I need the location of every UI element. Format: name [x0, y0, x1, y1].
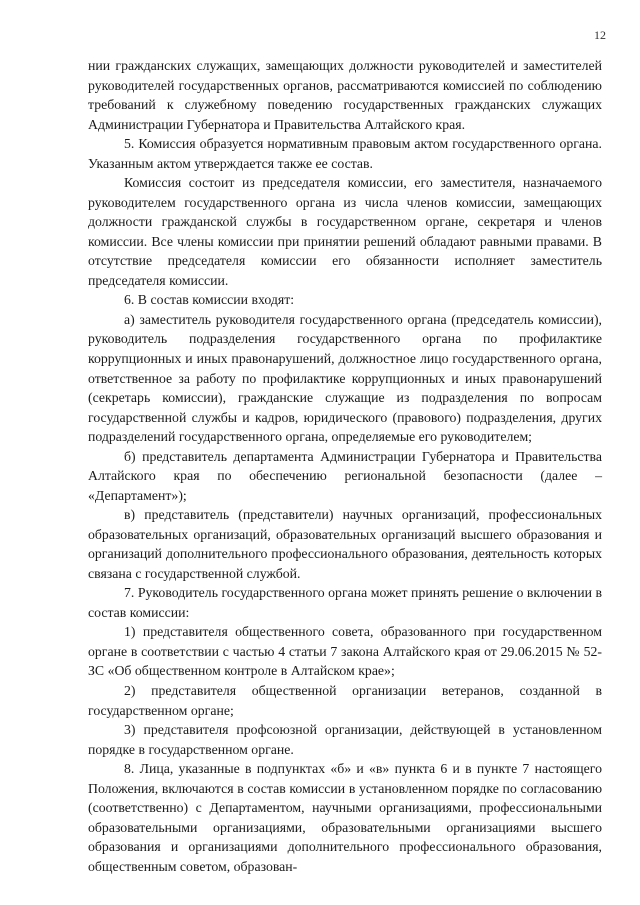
paragraph-6-a: а) заместитель руководителя государственного органа (председатель комиссии), руководитель подразделения государственного органа по профилактике коррупционных и иных правонарушений, должностное лицо государственного органа, ответственное за работу по профилактике коррупционных и иных правонарушений (секретарь комиссии), гражданские служащие из подразделения по вопросам государственной службы и кадров, юридического (правового) подразделения, других подразделений государственного органа, определяемые его руководителем;	[88, 311, 602, 445]
paragraph-7-3: 3) представителя профсоюзной организации, действующей в установленном порядке в государственном органе.	[88, 722, 602, 757]
paragraph-commission-composition: Комиссия состоит из председателя комиссии, его заместителя, назначаемого руководителем государственного органа из числа членов комиссии, замещающих должности гражданской службы в государственном органе, секретаря и членов комиссии. Все члены комиссии при принятии решений обладают равными правами. В отсутствие председателя комиссии его обязанности исполняет заместитель председателя комиссии.	[88, 175, 602, 288]
paragraph-6-b: б) представитель департамента Администрации Губернатора и Правительства Алтайского края по обеспечению региональной безопасности (далее – «Департамент»);	[88, 448, 602, 503]
page-number: 12	[594, 28, 606, 42]
paragraph-7: 7. Руководитель государственного органа может принять решение о включении в состав комиссии:	[88, 585, 602, 620]
paragraph-7-1: 1) представителя общественного совета, образованного при государственном органе в соответствии с частью 4 статьи 7 закона Алтайского края от 29.06.2015 № 52-ЗС «Об общественном контроле в Алтайском крае»;	[88, 624, 602, 679]
paragraph-6: 6. В состав комиссии входят:	[124, 292, 295, 308]
paragraph-5: 5. Комиссия образуется нормативным правовым актом государственного органа. Указанным актом утверждается также ее состав.	[88, 136, 602, 171]
document-body	[88, 56, 602, 876]
paragraph-continuation: нии гражданских служащих, замещающих должности руководителей и заместителей руководителей государственных органов, рассматриваются комиссией по соблюдению требований к служебному поведению государственных гражданских служащих Администрации Губернатора и Правительства Алтайского края.	[88, 58, 602, 132]
paragraph-6-v: в) представитель (представители) научных организаций, профессиональных образовательных организаций, образовательных организаций высшего образования и организаций дополнительного профессионального образования, деятельность которых связана с государственной службой.	[88, 507, 602, 581]
paragraph-8: 8. Лица, указанные в подпунктах «б» и «в» пункта 6 и в пункте 7 настоящего Положения, включаются в состав комиссии в установленном порядке по согласованию (соответственно) с Департаментом, научными организациями, профессиональными образовательными организациями, образовательными организациями высшего образования и организациями дополнительного профессионального образования, общественным советом, образован-	[88, 761, 602, 874]
paragraph-7-2: 2) представителя общественной организации ветеранов, созданной в государственном органе;	[88, 683, 602, 718]
